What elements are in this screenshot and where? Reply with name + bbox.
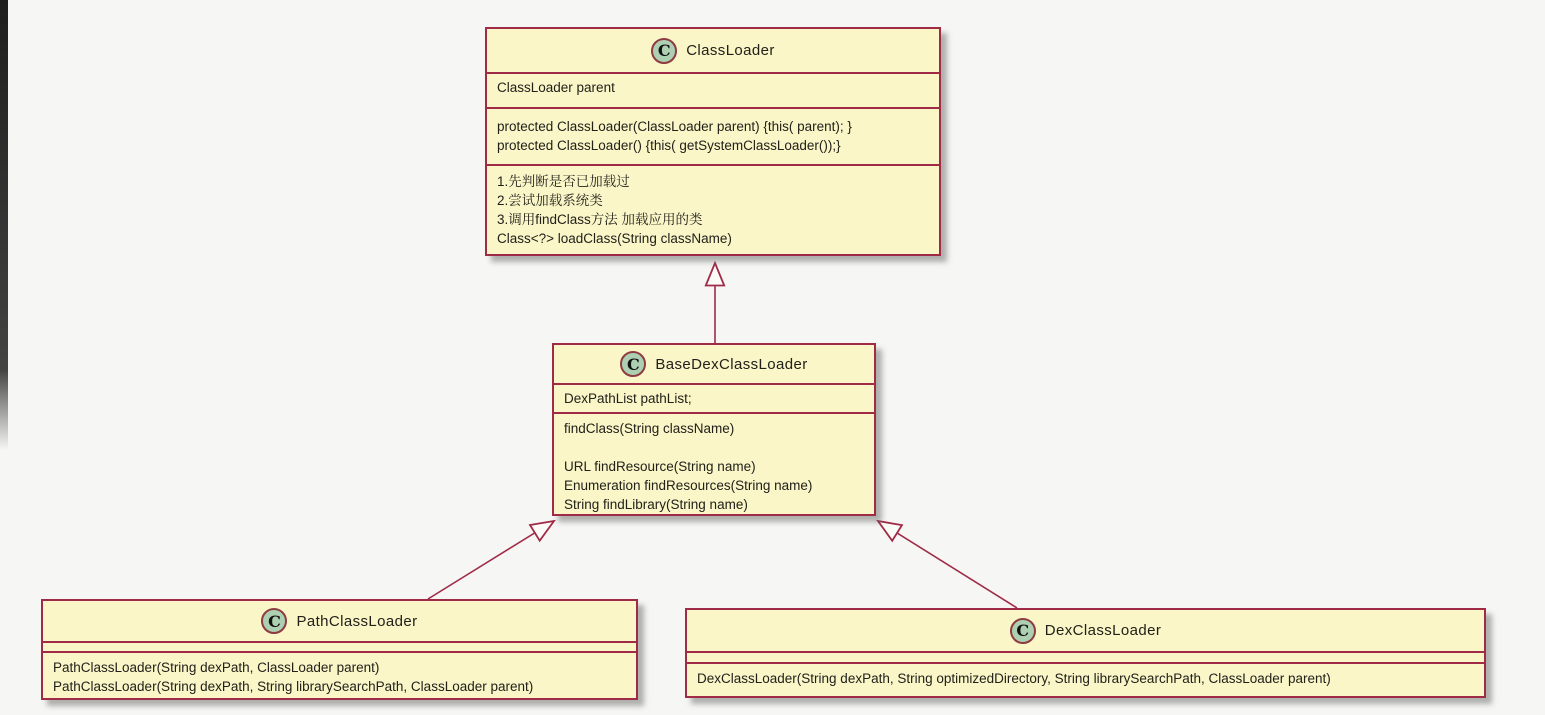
- class-box-dexclassloader: [685, 608, 1486, 698]
- methods-compartment: [43, 651, 636, 698]
- fields-compartment: [487, 72, 939, 107]
- class-icon: C: [620, 351, 646, 377]
- class-name: BaseDexClassLoader: [655, 355, 808, 373]
- class-box-pathclassloader: [41, 599, 638, 700]
- arrow-pathclassloader-to-basedex: [428, 521, 554, 599]
- method: protected ClassLoader() {this( getSystemClassLoader());}: [497, 138, 841, 153]
- class-name: PathClassLoader: [296, 612, 418, 630]
- class-name: ClassLoader: [686, 42, 775, 59]
- arrow-dexclassloader-to-basedex: [878, 521, 1017, 608]
- class-name: DexClassLoader: [1044, 622, 1162, 639]
- fields-compartment: [554, 383, 874, 412]
- method: findClass(String className): [564, 421, 735, 436]
- class-box-classloader: [485, 27, 941, 256]
- method: URL findResource(String name): [564, 459, 756, 474]
- note-line: 3.调用findClass方法 加载应用的类: [497, 212, 703, 227]
- notes-compartment: [487, 164, 939, 254]
- methods-compartment: [687, 662, 1484, 696]
- class-title-classloader: [487, 29, 939, 72]
- methods-compartment: [554, 412, 874, 514]
- method-blank-line: [564, 438, 864, 457]
- fields-compartment-empty: [43, 641, 636, 651]
- class-icon: C: [261, 608, 287, 634]
- method: Enumeration findResources(String name): [564, 478, 813, 493]
- class-title-dexclassloader: [687, 610, 1484, 651]
- method: protected ClassLoader(ClassLoader parent) {this( parent); }: [497, 119, 852, 134]
- note-line: Class<?> loadClass(String className): [497, 231, 732, 246]
- note-line: 1.先判断是否已加载过: [497, 174, 630, 189]
- class-icon: C: [1010, 618, 1036, 644]
- method: PathClassLoader(String dexPath, ClassLoader parent): [53, 660, 380, 675]
- class-box-basedexclassloader: [552, 343, 876, 516]
- screen-left-edge-artifact: [0, 0, 8, 450]
- method: DexClassLoader(String dexPath, String optimizedDirectory, String librarySearchPath, ClassLoader parent): [697, 671, 1331, 686]
- class-icon: C: [651, 38, 677, 64]
- fields-compartment-empty: [687, 651, 1484, 662]
- methods-compartment: [487, 107, 939, 164]
- field: DexPathList pathList;: [564, 391, 692, 406]
- note-line: 2.尝试加载系统类: [497, 193, 603, 208]
- method: PathClassLoader(String dexPath, String librarySearchPath, ClassLoader parent): [53, 679, 534, 694]
- method: String findLibrary(String name): [564, 497, 748, 512]
- class-title-pathclassloader: [43, 601, 636, 641]
- class-title-basedexclassloader: [554, 345, 874, 383]
- field: ClassLoader parent: [497, 80, 615, 95]
